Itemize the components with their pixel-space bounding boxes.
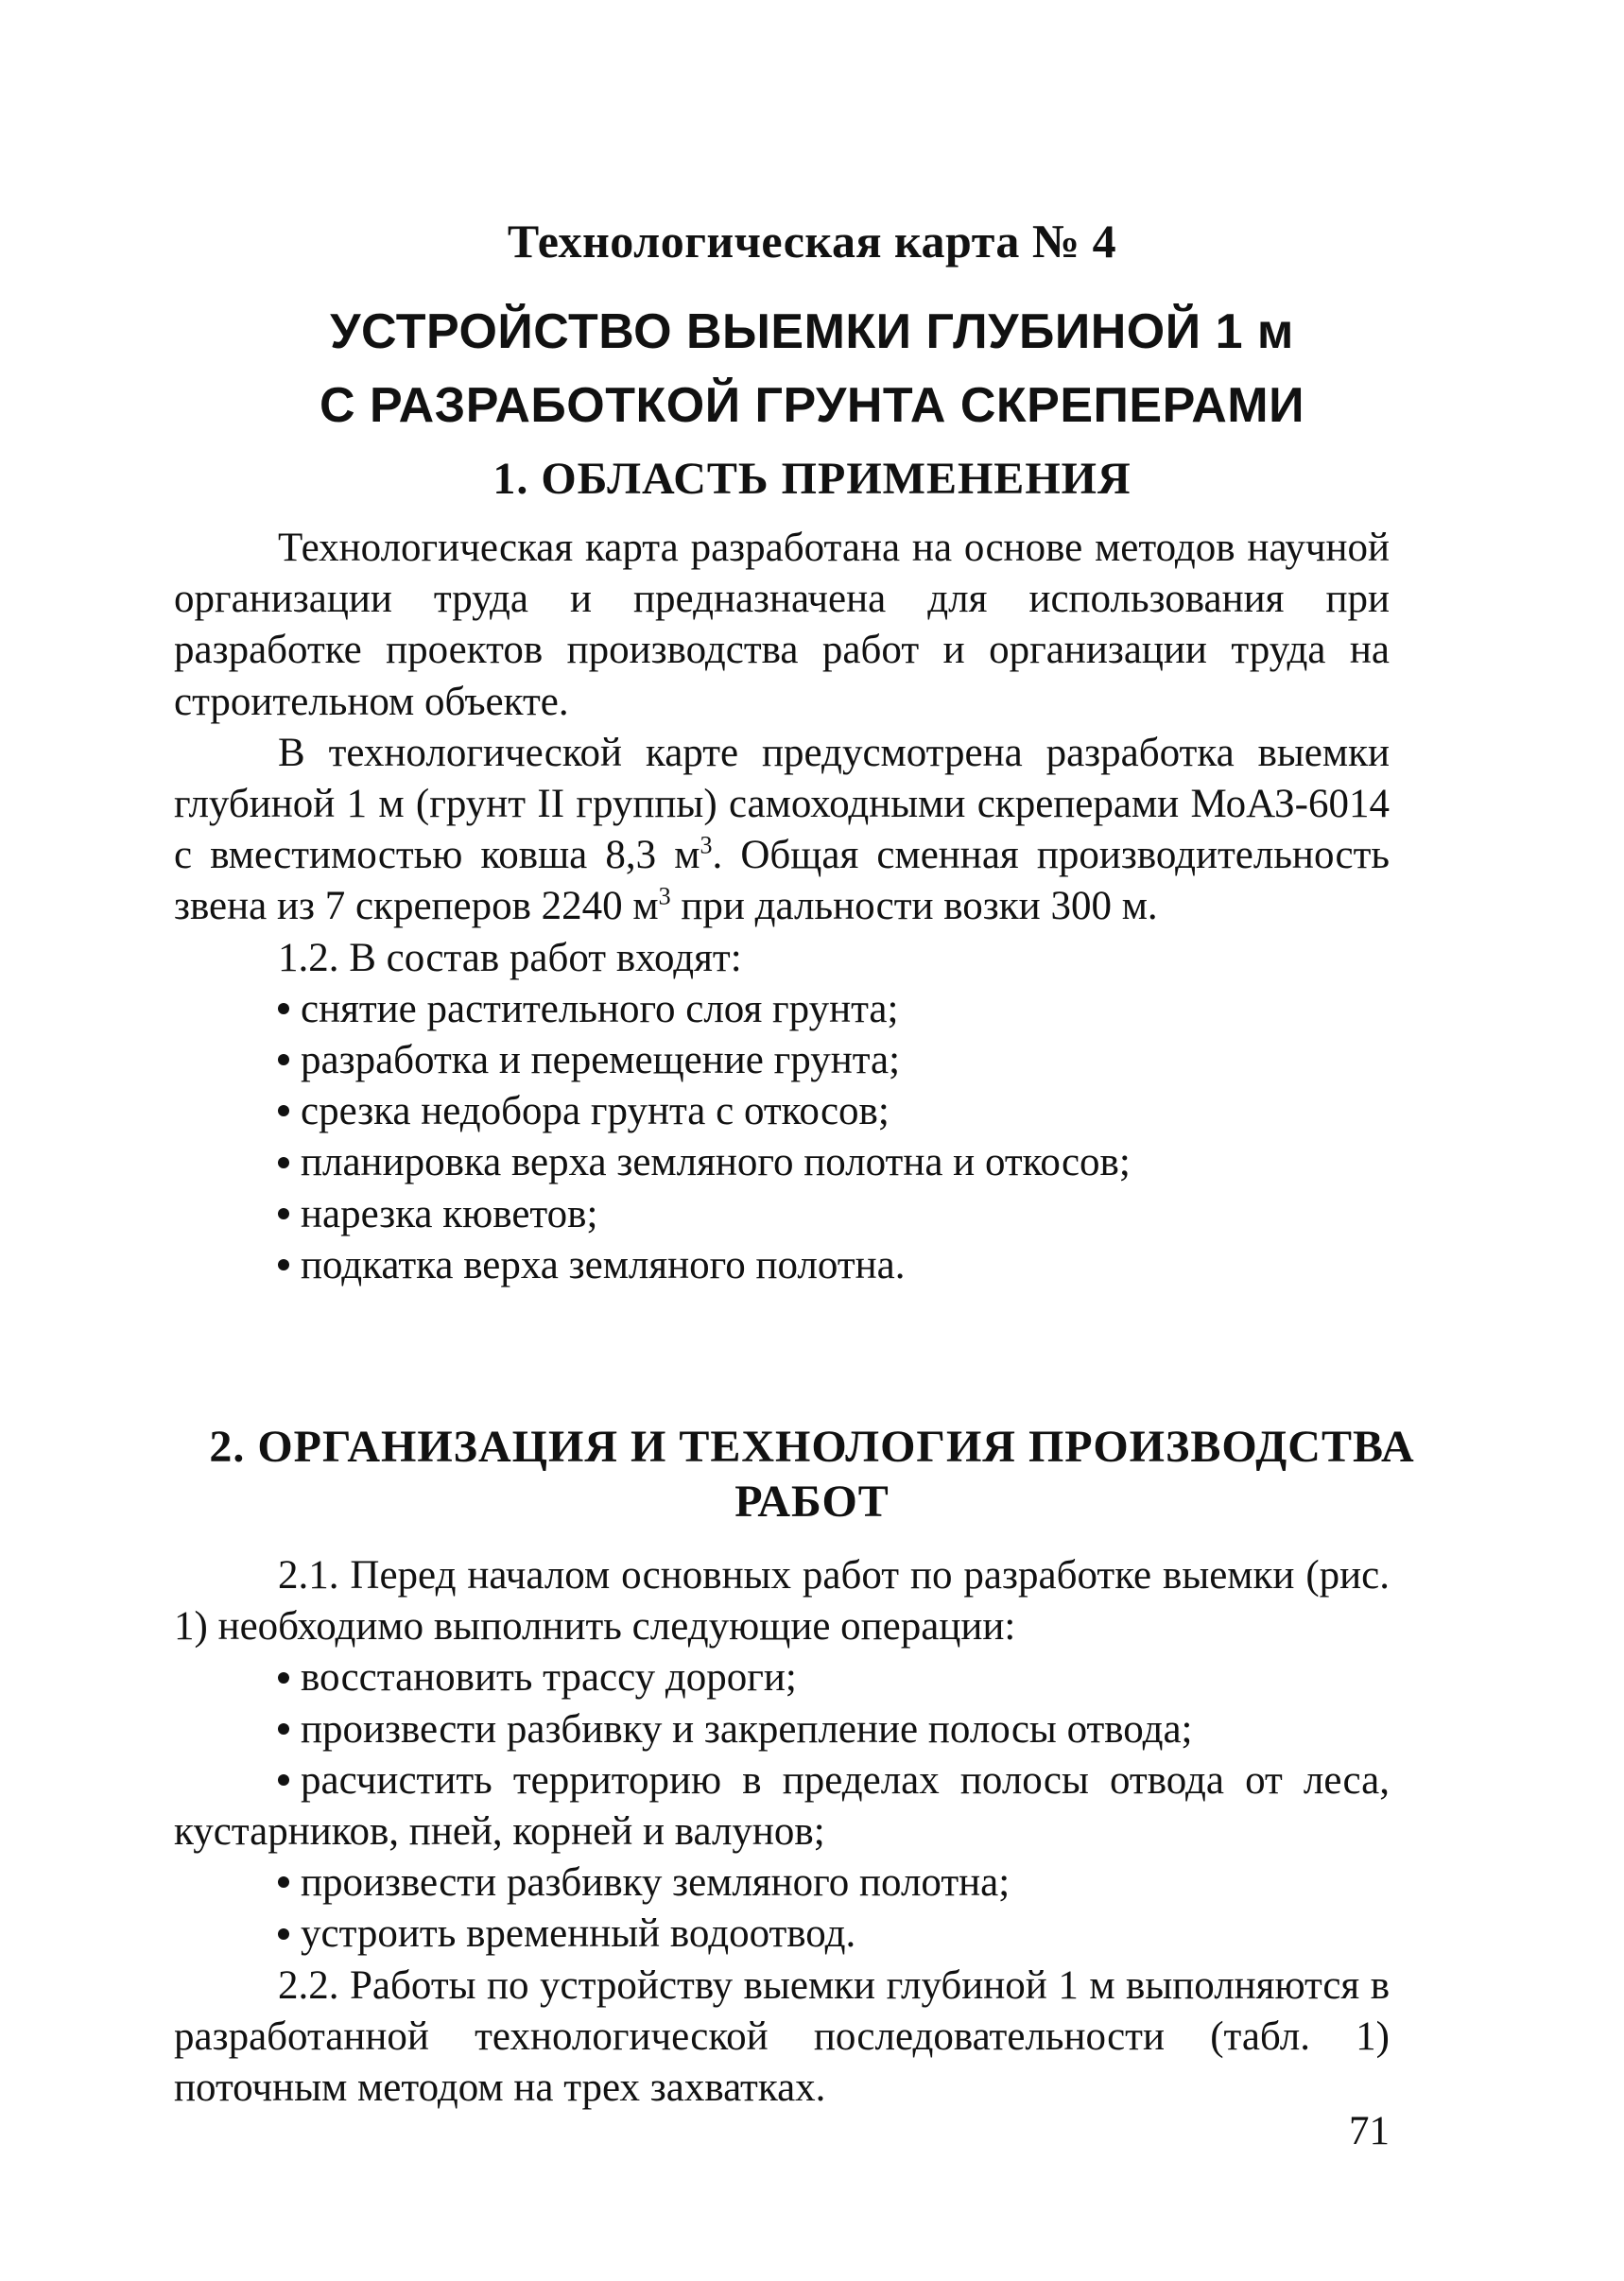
section-1-paragraph-2 xyxy=(174,728,1390,933)
list-item: произвести разбивку и закрепление полосы отвода; xyxy=(174,1704,1390,1755)
list-item: снятие растительного слоя грунта; xyxy=(174,984,1390,1035)
list-item: восстановить трассу дороги; xyxy=(174,1652,1390,1703)
list-item: расчистить территорию в пределах полосы отвода от леса, кустарников, пней, корней и валунов; xyxy=(174,1757,1390,1855)
title-line-2: С РАЗРАБОТКОЙ ГРУНТА СКРЕПЕРАМИ xyxy=(320,378,1304,433)
section-1-paragraph-1: Технологическая карта разработана на основе методов научной организации труда и предназначена для использования при разработке проектов производства работ и организации труда на строительном объекте. xyxy=(174,526,1390,724)
bullet-icon xyxy=(278,1208,289,1219)
section-1-body xyxy=(174,523,1390,1291)
para2-text-3: при дальности возки 300 м. xyxy=(670,884,1158,929)
bullet-icon xyxy=(278,1003,289,1014)
list-item: подкатка верха земляного полотна. xyxy=(174,1240,1390,1291)
page-number: 71 xyxy=(1349,2109,1390,2153)
bullet-icon xyxy=(278,1928,289,1940)
card-label: Технологическая карта № 4 xyxy=(507,215,1117,268)
bullet-icon xyxy=(278,1876,289,1888)
para2-text-2: . Общая сменная производительность звена из 7 скреперов 2240 м xyxy=(174,833,1390,929)
para2-text-1: В технологической карте предусмотрена разработка выемки глубиной 1 м (грунт II группы) самоходными скреперами МоАЗ-6014 с вместимостью ковша 8,3 м xyxy=(174,730,1390,878)
section-2-paragraph-2: 2.2. Работы по устройству выемки глубиной 1 м выполняются в разработанной технологической последовательности (табл. 1) поточным методом на трех захватках. xyxy=(174,1962,1390,2111)
section-2-body xyxy=(174,1550,1390,2114)
section-2-list xyxy=(174,1652,1390,1960)
section-2-heading-line-2: РАБОТ xyxy=(734,1477,890,1527)
para2-superscript-1: 3 xyxy=(700,831,713,859)
bullet-icon xyxy=(278,1105,289,1116)
section-2-heading xyxy=(0,1420,1624,1529)
list-item: произвести разбивку земляного полотна; xyxy=(174,1858,1390,1909)
section-1-sub-intro: 1.2. В состав работ входят: xyxy=(278,935,742,980)
bullet-icon xyxy=(278,1054,289,1065)
section-2-paragraph-1: 2.1. Перед началом основных работ по разработке выемки (рис. 1) необходимо выполнить следующие операции: xyxy=(174,1553,1390,1650)
list-item: устроить временный водоотвод. xyxy=(174,1909,1390,1960)
bullet-icon xyxy=(278,1672,289,1684)
bullet-icon xyxy=(278,1157,289,1168)
bullet-icon xyxy=(278,1259,289,1270)
document-title xyxy=(0,295,1624,442)
list-item: срезка недобора грунта с откосов; xyxy=(174,1086,1390,1137)
para2-superscript-2: 3 xyxy=(658,883,671,911)
title-line-1: УСТРОЙСТВО ВЫЕМКИ ГЛУБИНОЙ 1 м xyxy=(330,304,1294,359)
list-item: разработка и перемещение грунта; xyxy=(174,1035,1390,1086)
section-1-list xyxy=(174,984,1390,1291)
list-item: нарезка кюветов; xyxy=(174,1189,1390,1240)
section-2-heading-line-1: 2. ОРГАНИЗАЦИЯ И ТЕХНОЛОГИЯ ПРОИЗВОДСТВА xyxy=(209,1422,1415,1472)
section-1-heading: 1. ОБЛАСТЬ ПРИМЕНЕНИЯ xyxy=(492,454,1132,504)
list-item: планировка верха земляного полотна и откосов; xyxy=(174,1137,1390,1188)
bullet-icon xyxy=(278,1774,289,1786)
bullet-icon xyxy=(278,1723,289,1735)
